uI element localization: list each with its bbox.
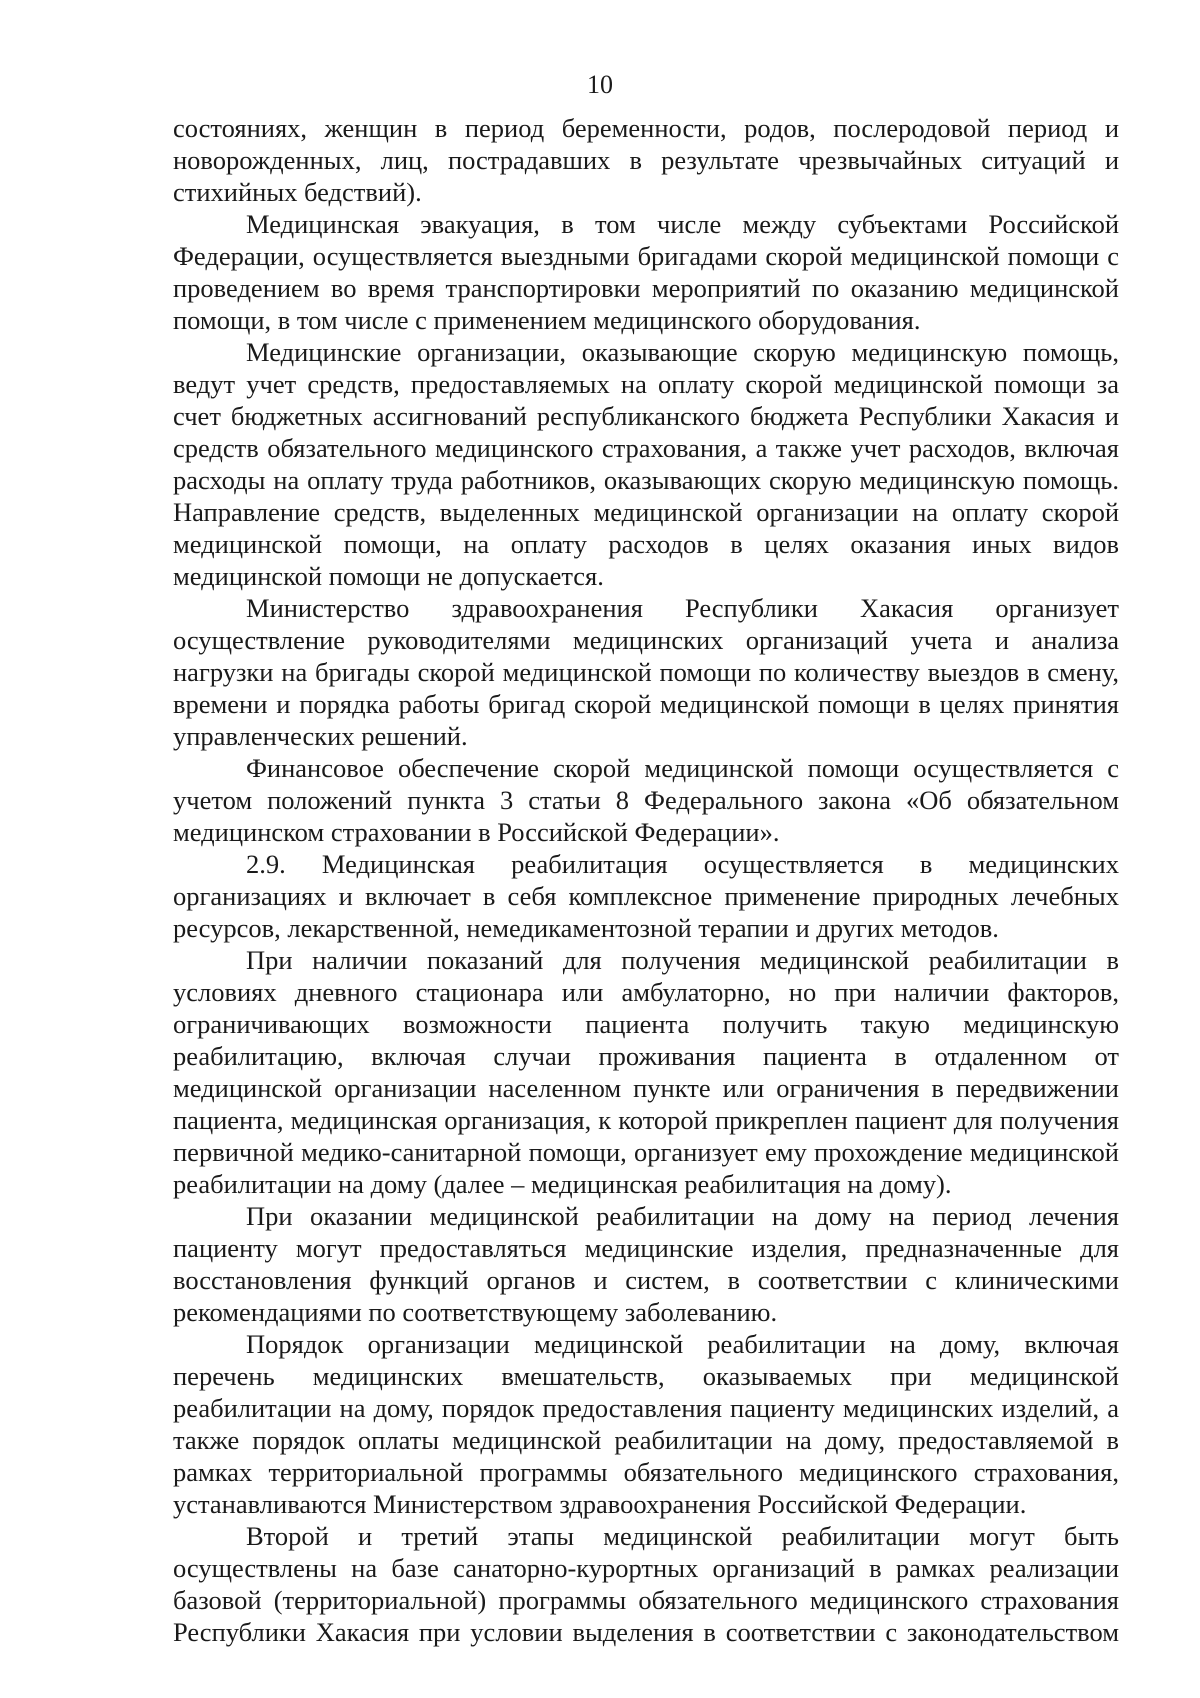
paragraph-ministry-organizes: Министерство здравоохранения Республики Хакасия организует осуществление руководителями медицинских организаций учета и анализа нагрузки на бригады скорой медицинской помощи по количеству выездов в смену, времени и порядка работы бригад скорой медицинской помощи в целях принятия управленческих решений. <box>173 593 1119 751</box>
paragraph-medical-devices: При оказании медицинской реабилитации на дому на период лечения пациенту могут предоставляться медицинские изделия, предназначенные для восстановления функций органов и систем, в соответствии с клиническими рекомендациями по соответствующему заболеванию. <box>173 1201 1119 1327</box>
page-number: 10 <box>587 70 613 99</box>
paragraph-financial-support: Финансовое обеспечение скорой медицинской помощи осуществляется с учетом положений пункта 3 статьи 8 Федерального закона «Об обязательном медицинском страховании в Российской Федерации». <box>173 753 1119 847</box>
paragraph-medical-evacuation: Медицинская эвакуация, в том числе между субъектами Российской Федерации, осуществляется выездными бригадами скорой медицинской помощи с проведением во время транспортировки мероприятий по оказанию медицинской помощи, в том числе с применением медицинского оборудования. <box>173 209 1119 335</box>
document-body <box>173 112 1119 1648</box>
paragraph-sanatorium-stages: Второй и третий этапы медицинской реабилитации могут быть осуществлены на базе санаторно-курортных организаций в рамках реализации базовой (территориальной) программы обязательного медицинского страхования Республики Хакасия при условии выделения в соответствии с законодательством <box>173 1521 1119 1647</box>
paragraph-home-rehabilitation: При наличии показаний для получения медицинской реабилитации в условиях дневного стационара или амбулаторно, но при наличии факторов, ограничивающих возможности пациента получить такую медицинскую реабилитацию, включая случаи проживания пациента в отдаленном от медицинской организации населенном пункте или ограничения в передвижении пациента, медицинская организация, к которой прикреплен пациент для получения первичной медико-санитарной помощи, организует ему прохождение медицинской реабилитации на дому (далее – медицинская реабилитация на дому). <box>173 945 1119 1199</box>
paragraph-continuation: состояниях, женщин в период беременности, родов, послеродовой период и новорожденных, лиц, пострадавших в результате чрезвычайных ситуаций и стихийных бедствий). <box>173 113 1119 207</box>
paragraph-section-2-9: 2.9. Медицинская реабилитация осуществляется в медицинских организациях и включает в себя комплексное применение природных лечебных ресурсов, лекарственной, немедикаментозной терапии и других методов. <box>173 849 1119 943</box>
paragraph-rehabilitation-procedure: Порядок организации медицинской реабилитации на дому, включая перечень медицинских вмешательств, оказываемых при медицинской реабилитации на дому, порядок предоставления пациенту медицинских изделий, а также порядок оплаты медицинской реабилитации на дому, предоставляемой в рамках территориальной программы обязательного медицинского страхования, устанавливаются Министерством здравоохранения Российской Федерации. <box>173 1329 1119 1519</box>
paragraph-ambulance-funds-accounting: Медицинские организации, оказывающие скорую медицинскую помощь, ведут учет средств, предоставляемых на оплату скорой медицинской помощи за счет бюджетных ассигнований республиканского бюджета Республики Хакасия и средств обязательного медицинского страхования, а также учет расходов, включая расходы на оплату труда работников, оказывающих скорую медицинскую помощь. Направление средств, выделенных медицинской организации на оплату скорой медицинской помощи, на оплату расходов в целях оказания иных видов медицинской помощи не допускается. <box>173 337 1119 591</box>
